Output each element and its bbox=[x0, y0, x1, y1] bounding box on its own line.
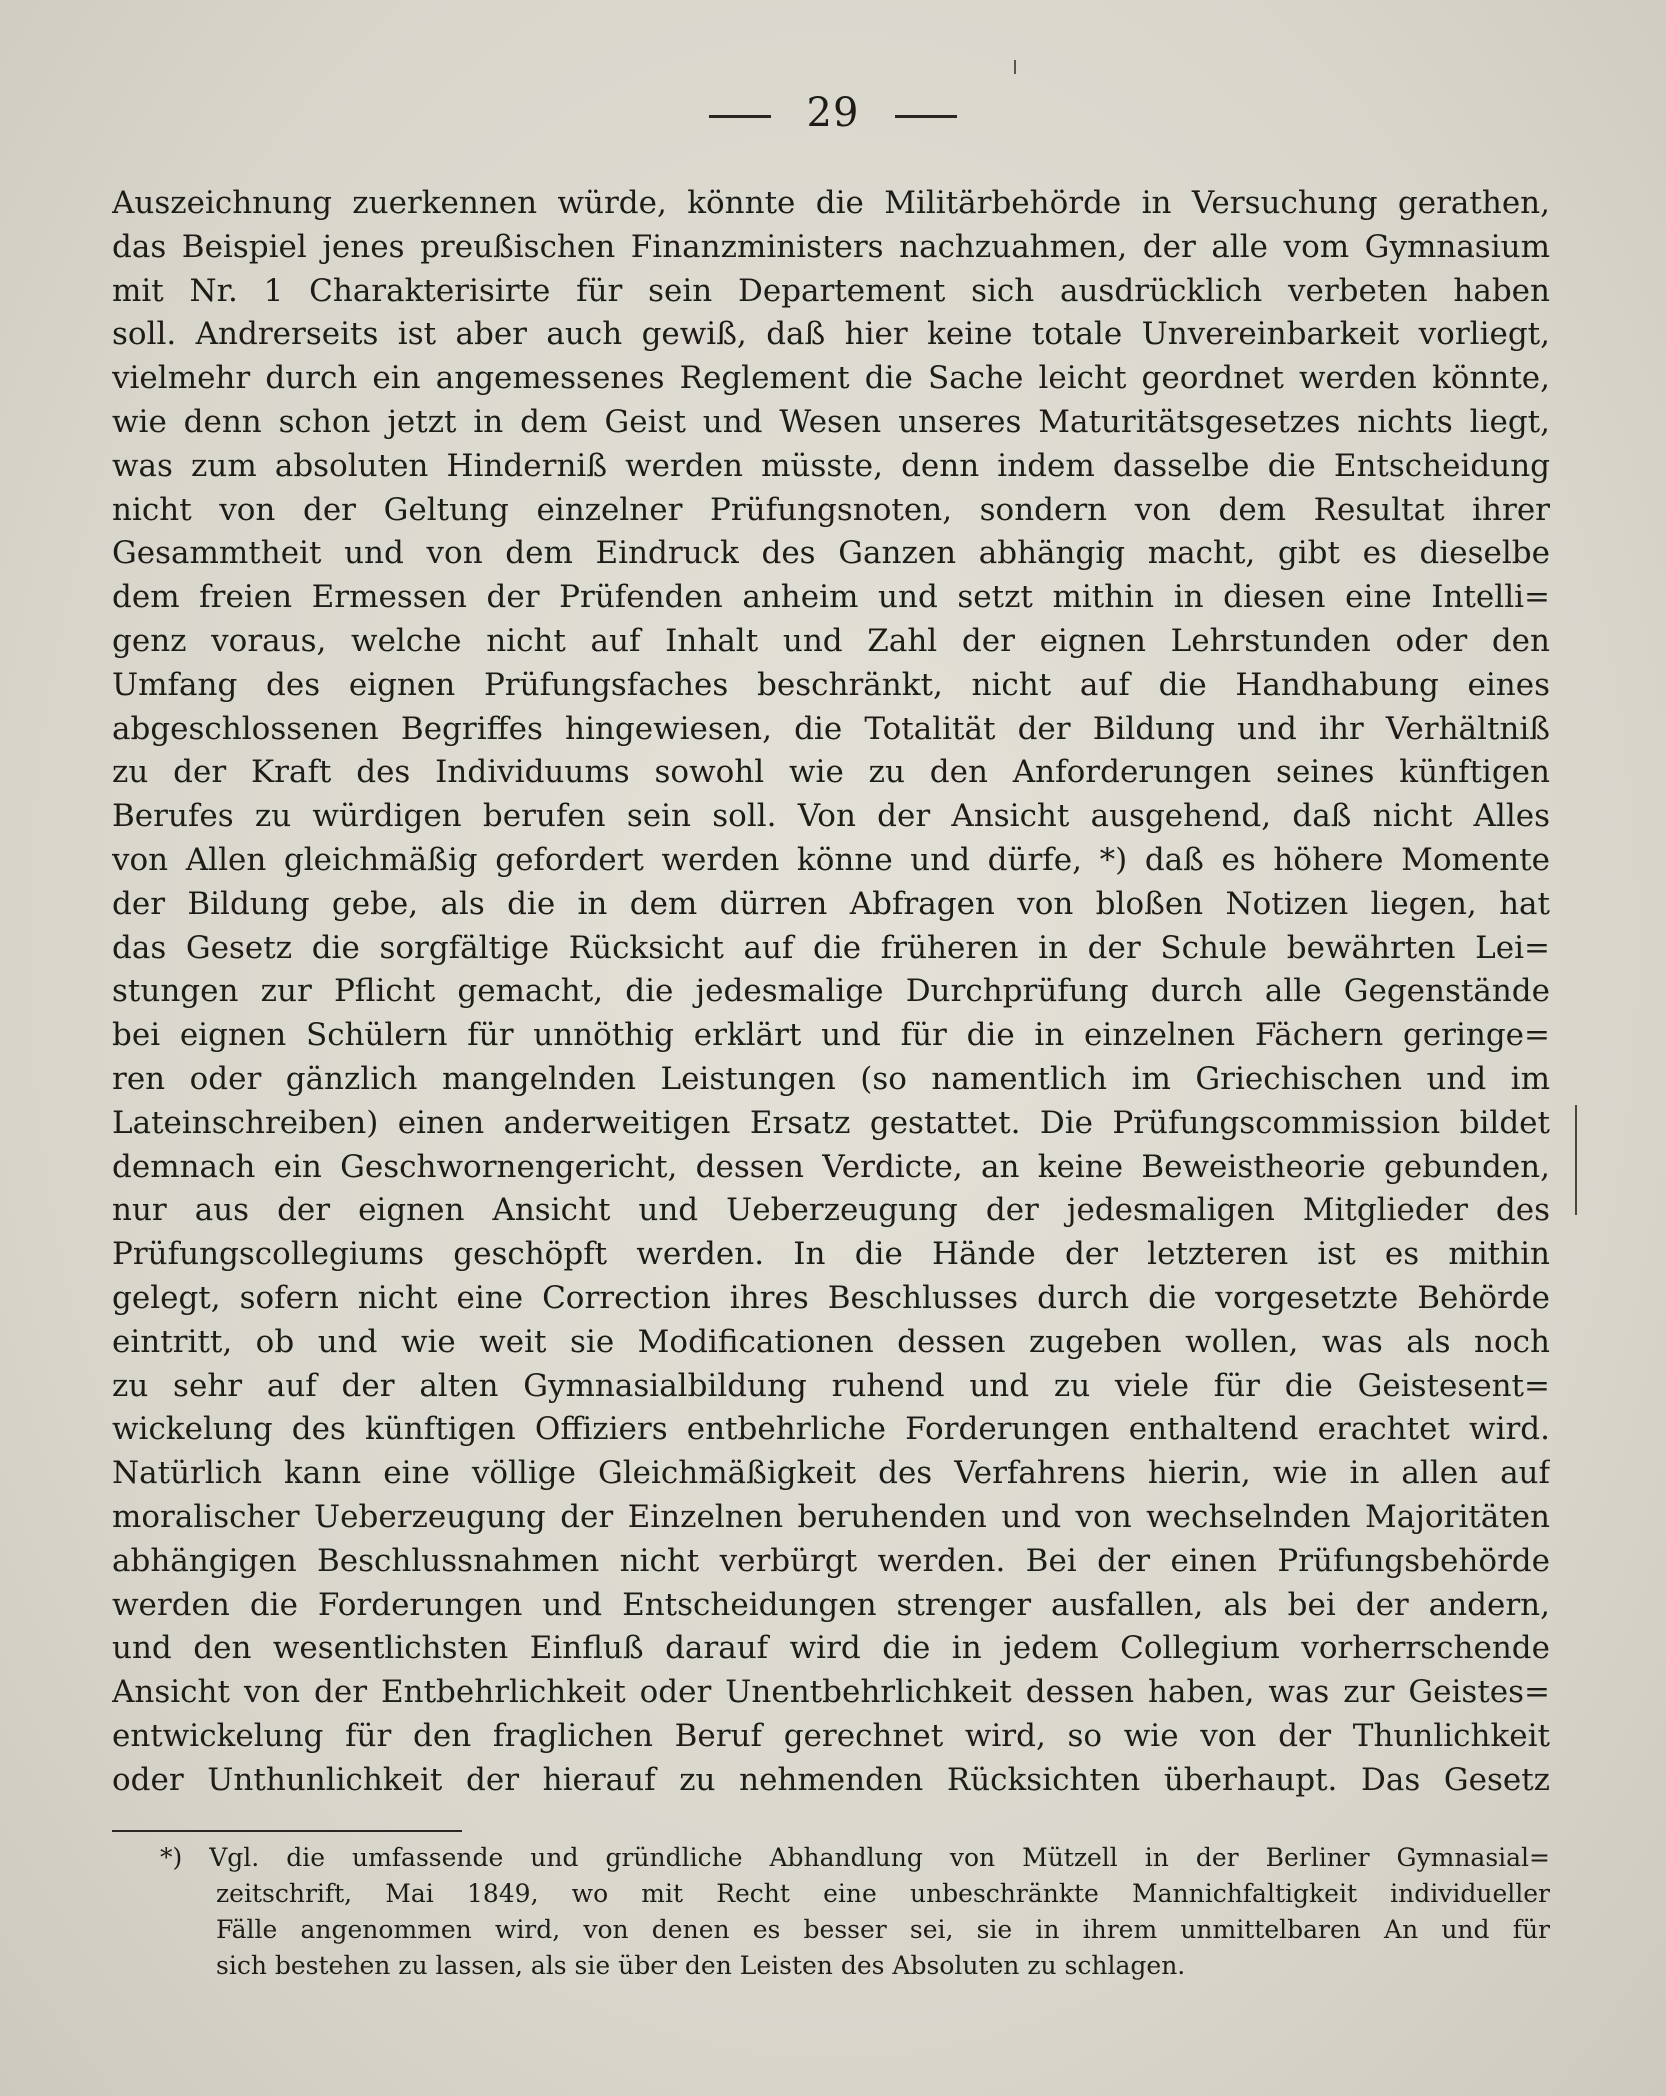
text-line: stungen zur Pflicht gemacht, die jedesmalige Durchprüfung durch alle Gegenstände bbox=[112, 973, 1550, 1010]
text-line: Lateinschreiben) einen anderweitigen Ersatz gestattet. Die Prüfungscommission bildet bbox=[112, 1104, 1550, 1141]
text-line: bei eignen Schülern für unnöthig erklärt und für die in einzelnen Fächern geringe= bbox=[112, 1017, 1550, 1054]
text-line: abgeschlossenen Begriffes hingewiesen, die Totalität der Bildung und ihr Verhältniß bbox=[112, 710, 1550, 747]
text-line: was zum absoluten Hinderniß werden müsste, denn indem dasselbe die Entscheidung bbox=[112, 447, 1550, 484]
text-line: Gesammtheit und von dem Eindruck des Ganzen abhängig macht, gibt es dieselbe bbox=[112, 535, 1550, 572]
text-line: zu sehr auf der alten Gymnasialbildung ruhend und zu viele für die Geistesent= bbox=[112, 1367, 1550, 1404]
footnote bbox=[160, 1840, 1550, 1984]
text-line: von Allen gleichmäßig gefordert werden könne und dürfe, *) daß es höhere Momente bbox=[112, 841, 1550, 878]
text-line: genz voraus, welche nicht auf Inhalt und Zahl der eignen Lehrstunden oder den bbox=[112, 622, 1550, 659]
text-line: Prüfungscollegiums geschöpft werden. In die Hände der letzteren ist es mithin bbox=[112, 1236, 1550, 1273]
text-line: moralischer Ueberzeugung der Einzelnen beruhenden und von wechselnden Majoritäten bbox=[112, 1498, 1550, 1535]
text-line: wickelung des künftigen Offiziers entbehrliche Forderungen enthaltend erachtet wird. bbox=[112, 1411, 1550, 1448]
text-line: mit Nr. 1 Charakterisirte für sein Departement sich ausdrücklich verbeten haben bbox=[112, 272, 1550, 309]
text-line: demnach ein Geschwornengericht, dessen Verdicte, an keine Beweistheorie gebunden, bbox=[112, 1148, 1550, 1185]
text-line: Natürlich kann eine völlige Gleichmäßigkeit des Verfahrens hierin, wie in allen auf bbox=[112, 1455, 1550, 1492]
text-line: nur aus der eignen Ansicht und Ueberzeugung der jedesmaligen Mitglieder des bbox=[112, 1192, 1550, 1229]
text-line: zu der Kraft des Individuums sowohl wie zu den Anforderungen seines künftigen bbox=[112, 754, 1550, 791]
footnote-line: Fälle angenommen wird, von denen es besser sei, sie in ihrem unmittelbaren An und für bbox=[216, 1915, 1550, 1944]
footnote-rule bbox=[112, 1830, 462, 1832]
text-line: wie denn schon jetzt in dem Geist und Wesen unseres Maturitätsgesetzes nichts liegt, bbox=[112, 403, 1550, 440]
text-line: ren oder gänzlich mangelnden Leistungen (so namentlich im Griechischen und im bbox=[112, 1060, 1550, 1097]
text-line: abhängigen Beschlussnahmen nicht verbürgt werden. Bei der einen Prüfungsbehörde bbox=[112, 1542, 1550, 1579]
text-line: gelegt, sofern nicht eine Correction ihres Beschlusses durch die vorgesetzte Behörde bbox=[112, 1279, 1550, 1316]
text-line: vielmehr durch ein angemessenes Reglement die Sache leicht geordnet werden könnte, bbox=[112, 360, 1550, 397]
header-dash-right bbox=[895, 115, 957, 118]
footnote-line: *) Vgl. die umfassende und gründliche Abhandlung von Mützell in der Berliner Gymnasial= bbox=[160, 1843, 1550, 1872]
footnote-line: zeitschrift, Mai 1849, wo mit Recht eine unbeschränkte Mannichfaltigkeit individueller bbox=[216, 1879, 1550, 1908]
page-number: 29 bbox=[806, 90, 860, 136]
text-line: dem freien Ermessen der Prüfenden anheim und setzt mithin in diesen eine Intelli= bbox=[112, 579, 1550, 616]
print-speck bbox=[1014, 60, 1016, 74]
text-line: soll. Andrerseits ist aber auch gewiß, daß hier keine totale Unvereinbarkeit vorliegt, bbox=[112, 316, 1550, 353]
text-line: werden die Forderungen und Entscheidungen strenger ausfallen, als bei der andern, bbox=[112, 1586, 1550, 1623]
margin-pencil-mark bbox=[1575, 1105, 1577, 1215]
text-line: das Gesetz die sorgfältige Rücksicht auf die früheren in der Schule bewährten Lei= bbox=[112, 929, 1550, 966]
text-line: eintritt, ob und wie weit sie Modificationen dessen zugeben wollen, was als noch bbox=[112, 1323, 1550, 1360]
footnote-line: sich bestehen zu lassen, als sie über den Leisten des Absoluten zu schlagen. bbox=[216, 1951, 1186, 1980]
body-text bbox=[112, 182, 1550, 1802]
text-line: und den wesentlichsten Einfluß darauf wird die in jedem Collegium vorherrschende bbox=[112, 1630, 1550, 1667]
text-line: Umfang des eignen Prüfungsfaches beschränkt, nicht auf die Handhabung eines bbox=[112, 666, 1550, 703]
text-line: Auszeichnung zuerkennen würde, könnte die Militärbehörde in Versuchung gerathen, bbox=[112, 185, 1550, 221]
text-line: entwickelung für den fraglichen Beruf gerechnet wird, so wie von der Thunlichkeit bbox=[112, 1717, 1550, 1754]
text-line: Berufes zu würdigen berufen sein soll. Von der Ansicht ausgehend, daß nicht Alles bbox=[112, 798, 1550, 835]
page-header bbox=[0, 88, 1666, 138]
text-line: nicht von der Geltung einzelner Prüfungsnoten, sondern von dem Resultat ihrer bbox=[112, 491, 1550, 528]
text-line: oder Unthunlichkeit der hierauf zu nehmenden Rücksichten überhaupt. Das Gesetz bbox=[112, 1761, 1550, 1798]
header-dash-left bbox=[709, 115, 771, 118]
text-line: das Beispiel jenes preußischen Finanzministers nachzuahmen, der alle vom Gymnasium bbox=[112, 228, 1550, 265]
text-line: Ansicht von der Entbehrlichkeit oder Unentbehrlichkeit dessen haben, was zur Geistes= bbox=[112, 1674, 1550, 1711]
text-line: der Bildung gebe, als die in dem dürren Abfragen von bloßen Notizen liegen, hat bbox=[112, 885, 1550, 922]
